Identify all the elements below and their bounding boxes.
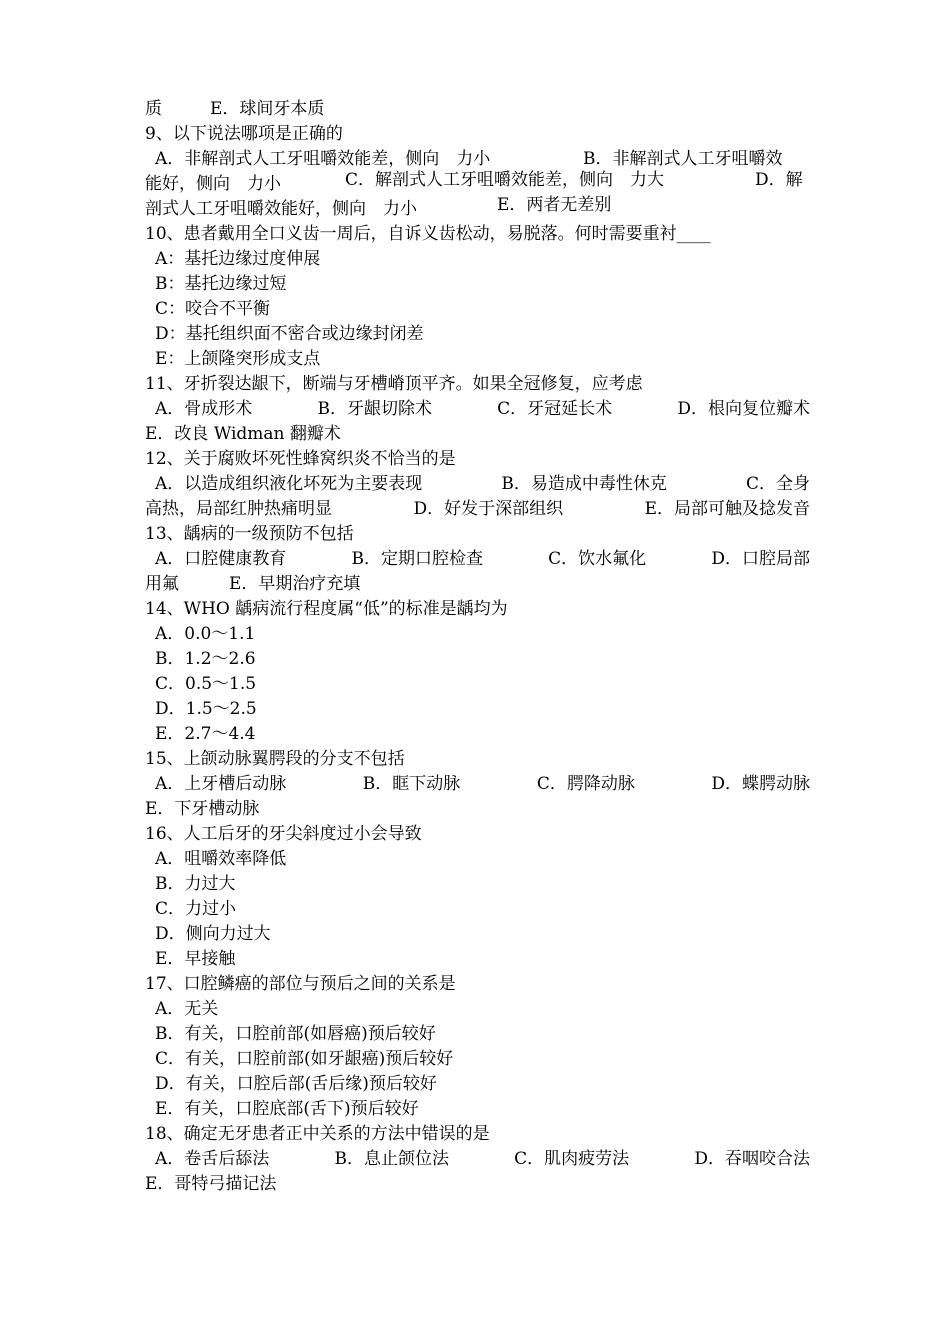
question-15-options [145,772,810,797]
question-17: 17、口腔鳞癌的部位与预后之间的关系是 [145,974,456,994]
option-a: A．以造成组织液化坏死为主要表现 [155,474,423,494]
option-e: E．哥特弓描记法 [145,1174,277,1194]
option-c-cont: 高热，局部红肿热痛明显 [145,499,332,519]
option-d: D．解 [755,170,803,190]
question-9-options-2 [145,172,810,197]
option-b: B．息止颌位法 [334,1149,449,1169]
continued-line [145,97,810,122]
option-e: E．早接触 [155,949,236,969]
option-c: C．全身 [745,474,810,494]
option-e: E．早期治疗充填 [229,574,361,594]
option-c: C．牙冠延长术 [497,399,613,419]
question-11: 11、牙折裂达龈下，断端与牙槽嵴顶平齐。如果全冠修复，应考虑 [145,374,643,394]
option-b: B．定期口腔检查 [351,549,483,569]
option-c: C．饮水氟化 [548,549,647,569]
option-c: C．腭降动脉 [536,774,635,794]
option-c: C．0.5～1.5 [155,674,257,694]
question-16: 16、人工后牙的牙尖斜度过小会导致 [145,824,422,844]
option-e: E．2.7～4.4 [155,724,256,744]
question-13-options-1 [145,547,810,572]
option-d: D．1.5～2.5 [155,699,257,719]
option-d: D．吞咽咬合法 [694,1149,810,1169]
option-e: E．有关，口腔底部(舌下)预后较好 [155,1099,419,1119]
option-b: B．力过大 [155,874,236,894]
option-a: A．卷舌后舔法 [155,1149,270,1169]
question-14: 14、WHO 龋病流行程度属“低”的标准是龋均为 [145,599,508,619]
question-13: 13、龋病的一级预防不包括 [145,524,354,544]
question-15: 15、上颌动脉翼腭段的分支不包括 [145,749,405,769]
question-18-options [145,1147,810,1172]
question-list [145,97,810,1197]
option-b: B．眶下动脉 [362,774,461,794]
option-c: C．肌肉疲劳法 [514,1149,630,1169]
option-a: A．口腔健康教育 [155,549,287,569]
option-a: A．无关 [155,999,219,1019]
option-d-cont: 剖式人工牙咀嚼效能好，侧向 力小 [145,199,417,219]
option-c: C．有关，口腔前部(如牙龈癌)预后较好 [155,1049,454,1069]
question-10: 10、患者戴用全口义齿一周后，自诉义齿松动，易脱落。何时需要重衬____ [145,224,711,244]
option-c: C．解剖式人工牙咀嚼效能差，侧向 力大 [345,170,665,190]
option-d: D．根向复位瓣术 [677,399,810,419]
question-18: 18、确定无牙患者正中关系的方法中错误的是 [145,1124,490,1144]
option-a: A．0.0～1.1 [155,624,256,644]
option-e: E．两者无差别 [497,195,612,215]
option-d: D．蝶腭动脉 [711,774,810,794]
option-c: C：咬合不平衡 [155,299,271,319]
option-d-cont: 用氟 [145,574,179,594]
option-b: B．易造成中毒性休克 [501,474,667,494]
option-a: A．上牙槽后动脉 [155,774,287,794]
option-d: D．口腔局部 [711,549,810,569]
option-e: E：上颌隆突形成支点 [155,349,321,369]
option-b: B．牙龈切除术 [317,399,432,419]
option-e: E．局部可触及捻发音 [644,499,810,519]
option-b: B．非解剖式人工牙咀嚼效 [583,149,783,169]
option-e: E．改良 Widman 翻瓣术 [145,424,341,444]
text-fragment: 质 [145,99,162,119]
option-e: E．下牙槽动脉 [145,799,260,819]
option-c: C．力过小 [155,899,237,919]
question-12: 12、关于腐败坏死性蜂窝织炎不恰当的是 [145,449,456,469]
option-a: A．咀嚼效率降低 [155,849,287,869]
option-e: E．球间牙本质 [210,99,325,119]
question-12-options-2 [145,497,810,522]
question-9-options-3 [145,197,810,222]
option-d: D．好发于深部组织 [413,499,564,519]
option-b: B．1.2～2.6 [155,649,256,669]
option-d: D．侧向力过大 [155,924,271,944]
option-b: B．有关，口腔前部(如唇癌)预后较好 [155,1024,436,1044]
option-b: B：基托边缘过短 [155,274,287,294]
question-9: 9、以下说法哪项是正确的 [145,124,343,144]
question-11-options [145,397,810,422]
option-a: A．非解剖式人工牙咀嚼效能差，侧向 力小 [155,149,491,169]
option-a: A：基托边缘过度伸展 [155,249,321,269]
question-12-options-1 [145,472,810,497]
question-13-options-2 [145,572,810,597]
option-d: D．有关，口腔后部(舌后缘)预后较好 [155,1074,437,1094]
option-d: D：基托组织面不密合或边缘封闭差 [155,324,424,344]
option-b-cont: 能好，侧向 力小 [145,174,281,194]
option-a: A．骨成形术 [155,399,253,419]
